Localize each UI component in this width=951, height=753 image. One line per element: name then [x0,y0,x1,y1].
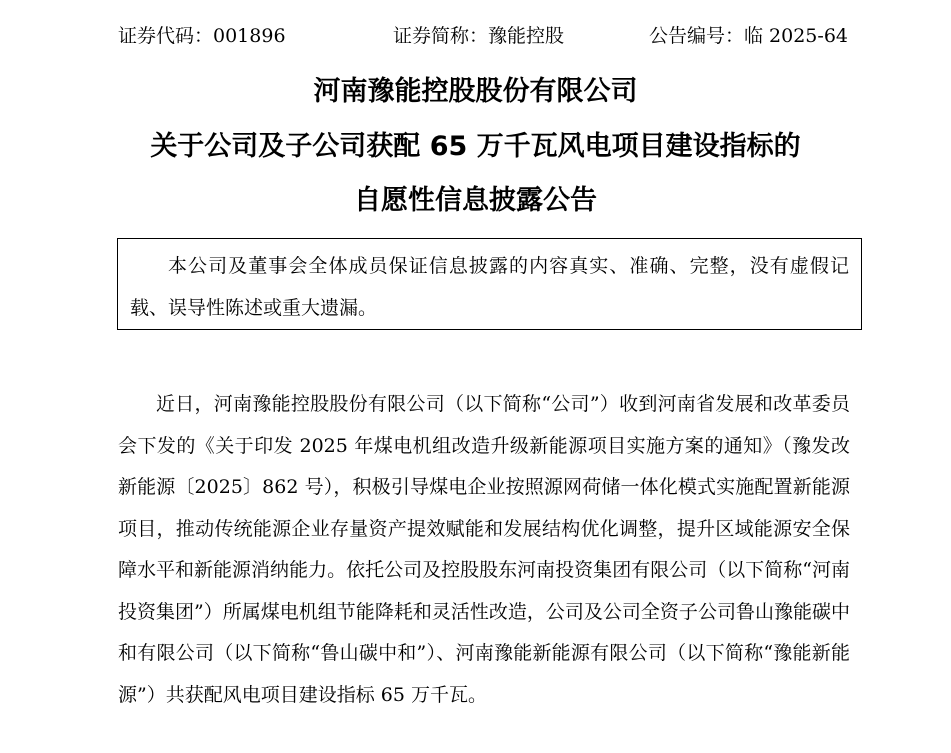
stock-name: 证券简称：豫能控股 [393,25,565,47]
title-company-name: 河南豫能控股股份有限公司 [313,76,638,107]
board-guarantee-notice [117,238,862,330]
notice-number: 公告编号：临 2025-64 [649,25,848,47]
title-subject: 关于公司及子公司获配 65 万千瓦风电项目建设指标的 [150,131,801,162]
title-announcement-type: 自愿性信息披露公告 [354,185,597,216]
stock-code: 证券代码：001896 [118,25,286,47]
body-paragraph: 近日，河南豫能控股股份有限公司（以下简称“公司”）收到河南省发展和改革委员会下发的《关于印发 2025 年煤电机组改造升级新能源项目实施方案的通知》（豫发改新能源〔2025〕862 号），积极引导煤电企业按照源网荷储一体化模式实施配置新能源项目，推动传统能源企业存量资产提效赋能和发展结构优化调整，提升区域能源安全保障水平和新能源消纳能力。依托公司及控股股东河南投资集团有限公司（以下简称“河南投资集团”）所属煤电机组节能降耗和灵活性改造，公司及公司全资子公司鲁山豫能碳中和有限公司（以下简称“鲁山碳中和”）、河南豫能新能源有限公司（以下简称“豫能新能源”）共获配风电项目建设指标 65 万千瓦。 [118,393,850,706]
board-guarantee-text: 本公司及董事会全体成员保证信息披露的内容真实、准确、完整，没有虚假记载、误导性陈述或重大遗漏。 [130,255,849,319]
document-header [118,22,848,50]
